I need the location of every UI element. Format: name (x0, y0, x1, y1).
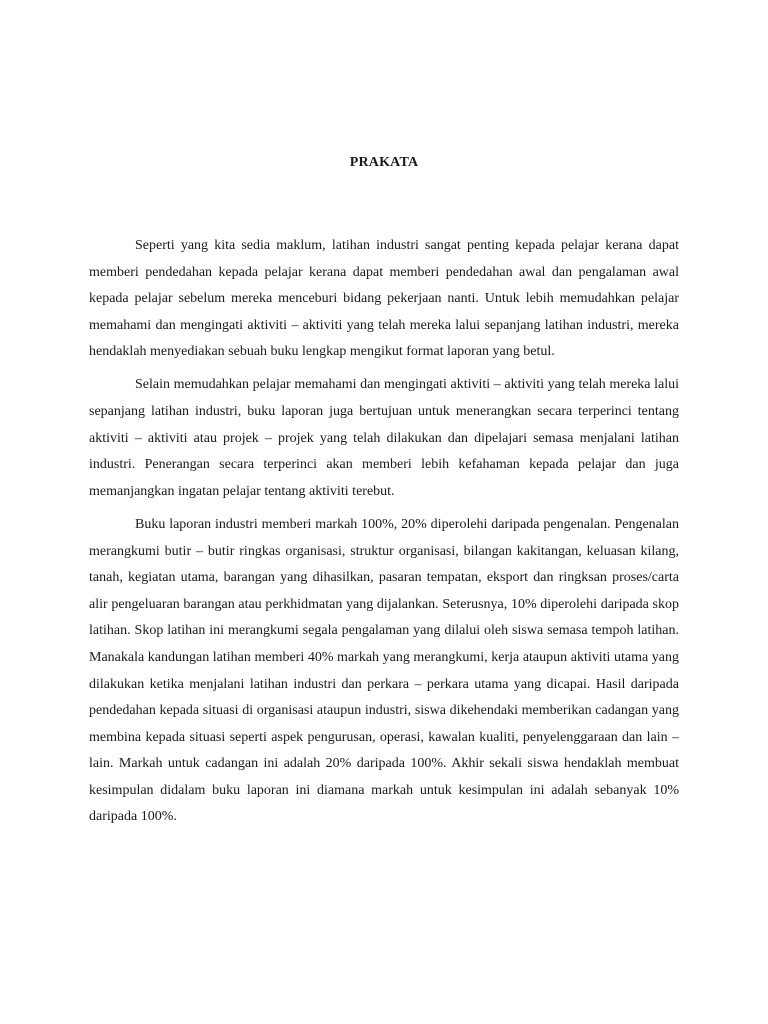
document-body (89, 233, 679, 838)
paragraph-1: Seperti yang kita sedia maklum, latihan industri sangat penting kepada pelajar kerana dapat memberi pendedahan kepada pelajar kerana dapat memberi pendedahan awal dan pengalaman awal kepada pelajar sebelum mereka menceburi bidang pekerjaan nanti. Untuk lebih memudahkan pelajar memahami dan mengingati aktiviti – aktiviti yang telah mereka lalui sepanjang latihan industri, mereka hendaklah menyediakan sebuah buku lengkap mengikut format laporan yang betul. (89, 238, 679, 360)
paragraph-2: Selain memudahkan pelajar memahami dan mengingati aktiviti – aktiviti yang telah mereka lalui sepanjang latihan industri, buku laporan juga bertujuan untuk menerangkan secara terperinci tentang aktiviti – aktiviti atau projek – projek yang telah dilakukan dan dipelajari semasa menjalani latihan industri. Penerangan secara terperinci akan memberi lebih kefahaman kepada pelajar dan juga memanjangkan ingatan pelajar tentang aktiviti terebut. (89, 377, 679, 499)
paragraph-3: Buku laporan industri memberi markah 100%, 20% diperolehi daripada pengenalan. Pengenalan merangkumi butir – butir ringkas organisasi, struktur organisasi, bilangan kakitangan, keluasan kilang, tanah, kegiatan utama, barangan yang dihasilkan, pasaran tempatan, eksport dan ringksan proses/carta alir pengeluaran barangan atau perkhidmatan yang dijalankan. Seterusnya, 10% diperolehi daripada skop latihan. Skop latihan ini merangkumi segala pengalaman yang dilalui oleh siswa semasa tempoh latihan. Manakala kandungan latihan memberi 40% markah yang merangkumi, kerja ataupun aktiviti utama yang dilakukan ketika menjalani latihan industri dan perkara – perkara utama yang dicapai. Hasil daripada pendedahan kepada situasi di organisasi ataupun industri, siswa dikehendaki memberikan cadangan yang membina kepada situasi seperti aspek pengurusan, operasi, kawalan kualiti, penyelenggaraan dan lain – lain. Markah untuk cadangan ini adalah 20% daripada 100%. Akhir sekali siswa hendaklah membuat kesimpulan didalam buku laporan ini diamana markah untuk kesimpulan ini adalah sebanyak 10% daripada 100%. (89, 516, 679, 825)
page-title: PRAKATA (349, 155, 419, 170)
